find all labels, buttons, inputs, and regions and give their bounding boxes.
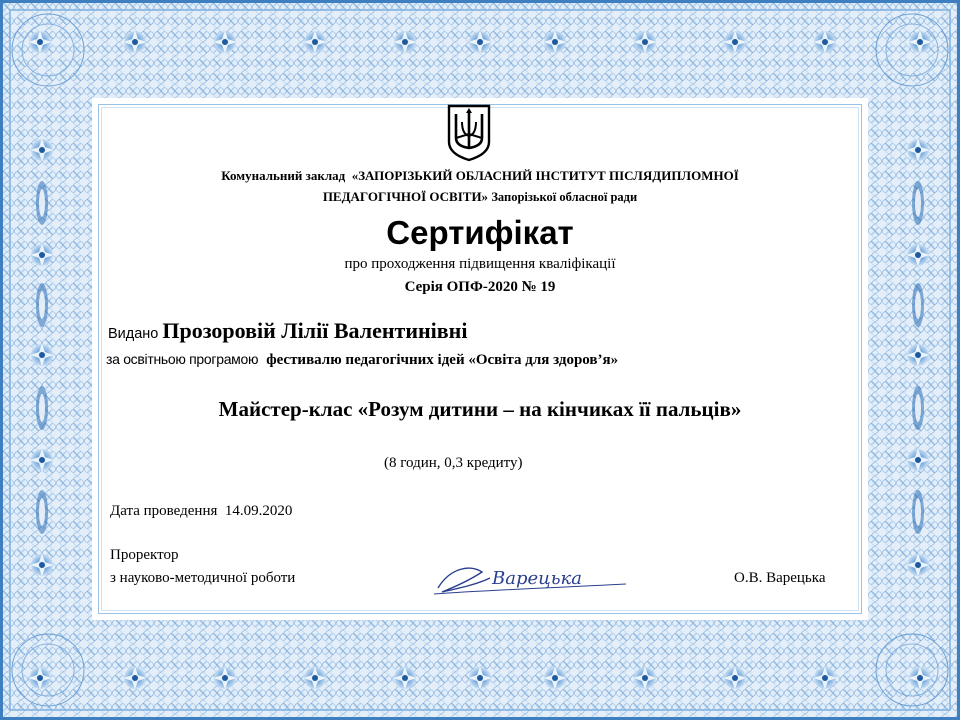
institution-name-line2: ПЕДАГОГІЧНОЇ ОСВІТИ» [322,189,489,204]
institution-line-2 [100,189,860,205]
signature [430,558,630,602]
date-label: Дата проведення [110,503,218,519]
signature-script: Варецька [492,568,582,589]
course-hours: (8 годин, 0,3 кредиту) [384,455,523,471]
program-label: за освітньою програмою [106,351,259,367]
signer-name: О.В. Варецька [734,570,826,586]
institution-prefix: Комунальний заклад [221,168,346,183]
issued-label: Видано [108,326,159,342]
program-line [106,351,618,369]
signer-title-line1: Проректор [110,547,179,563]
course-title: Майстер-клас «Розум дитини – на кінчиках її пальців» [218,397,742,421]
certificate-series: Серія ОПФ-2020 № 19 [404,279,556,295]
trident-emblem-icon [446,104,492,162]
certificate-subtitle: про проходження підвищення кваліфікації [344,256,616,272]
date-value: 14.09.2020 [224,503,293,519]
signer-title-line2: з науково-методичної роботи [110,570,296,586]
program-name: фестивалю педагогічних ідей «Освіта для здоров’я» [266,352,619,368]
institution-line-1 [100,168,860,184]
recipient-name: Прозоровій Лілії Валентинівні [162,318,468,343]
certificate-title: Сертифікат [386,214,574,251]
institution-suffix: Запорізької обласної ради [491,190,638,204]
institution-name-line1: «ЗАПОРІЗЬКИЙ ОБЛАСНИЙ ІНСТИТУТ ПІСЛЯДИПЛОМНОЇ [351,168,739,183]
date-line [110,503,292,520]
recipient-line [108,318,467,344]
